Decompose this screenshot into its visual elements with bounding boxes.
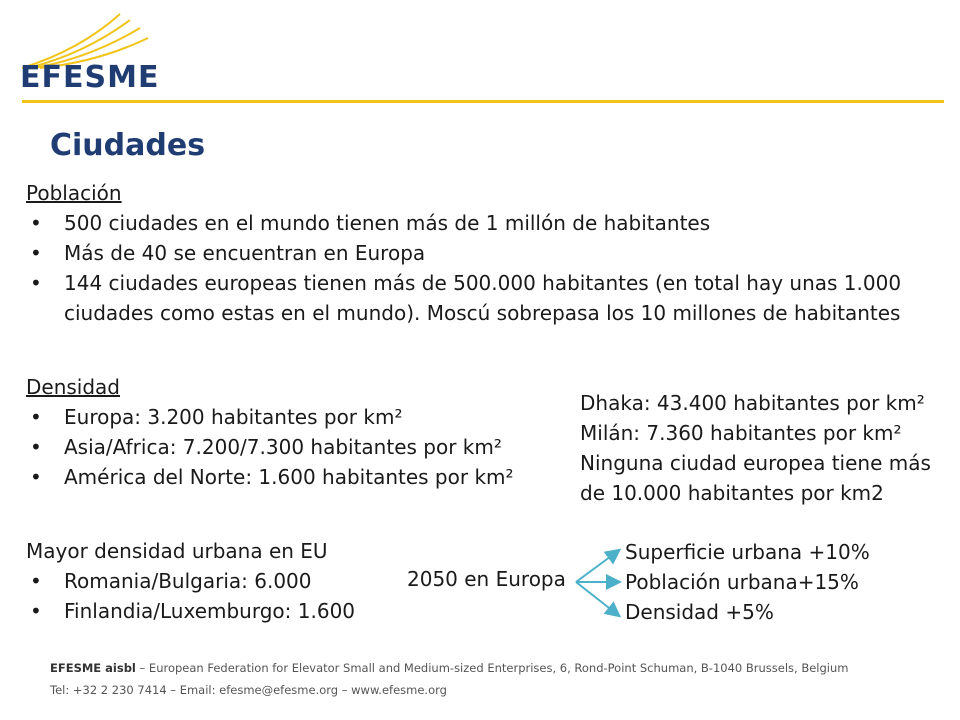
list-item: • Romania/Bulgaria: 6.000 <box>26 566 446 596</box>
city-density-notes <box>580 388 960 508</box>
list-item: Densidad +5% <box>625 600 774 624</box>
list-item: • Asia/Africa: 7.200/7.300 habitantes por km² <box>26 432 586 462</box>
logo-text: EFESME <box>20 60 160 95</box>
densidad-list <box>26 402 586 492</box>
footer <box>50 657 940 701</box>
section-poblacion <box>26 178 956 328</box>
footer-line-1 <box>50 657 940 679</box>
section-heading-densidad: Densidad <box>26 375 121 399</box>
list-item: • 500 ciudades en el mundo tienen más de 1 millón de habitantes <box>26 208 956 238</box>
footer-org: EFESME aisbl <box>50 661 136 675</box>
list-item: • Europa: 3.200 habitantes por km² <box>26 402 586 432</box>
city-density-line: de 10.000 habitantes por km2 <box>580 481 884 505</box>
list-item: Población urbana+15% <box>625 570 859 594</box>
list-item: • América del Norte: 1.600 habitantes por km² <box>26 462 586 492</box>
city-density-line: Milán: 7.360 habitantes por km² <box>580 421 902 445</box>
efesme-logo <box>20 10 160 96</box>
section-densidad <box>26 372 586 492</box>
europa-2050-label: 2050 en Europa <box>407 567 566 591</box>
list-item: Superficie urbana +10% <box>625 540 870 564</box>
footer-address: – European Federation for Elevator Small and Medium-sized Enterprises, 6, Rond-Point Schuman, B-1040 Brussels, Belgium <box>135 661 849 675</box>
city-density-line: Ninguna ciudad europea tiene más <box>580 451 931 475</box>
list-item: • 144 ciudades europeas tienen más de 500.000 habitantes (en total hay unas 1.000 ciudades como estas en el mundo). Moscú sobrepasa los 10 millones de habitantes <box>26 268 956 328</box>
list-item: • Finlandia/Luxemburgo: 1.600 <box>26 596 446 626</box>
page-title: Ciudades <box>50 128 206 163</box>
mayor-densidad-list <box>26 566 446 626</box>
poblacion-list <box>26 208 956 328</box>
section-heading-mayor-densidad: Mayor densidad urbana en EU <box>26 539 328 563</box>
city-density-line: Dhaka: 43.400 habitantes por km² <box>580 391 925 415</box>
europa-2050-list <box>625 537 870 627</box>
branch-arrows-icon <box>572 535 632 630</box>
header-divider <box>22 100 944 103</box>
section-heading-poblacion: Población <box>26 181 122 205</box>
section-mayor-densidad <box>26 536 446 626</box>
list-item: • Más de 40 se encuentran en Europa <box>26 238 956 268</box>
footer-line-2: Tel: +32 2 230 7414 – Email: efesme@efesme.org – www.efesme.org <box>50 683 447 697</box>
